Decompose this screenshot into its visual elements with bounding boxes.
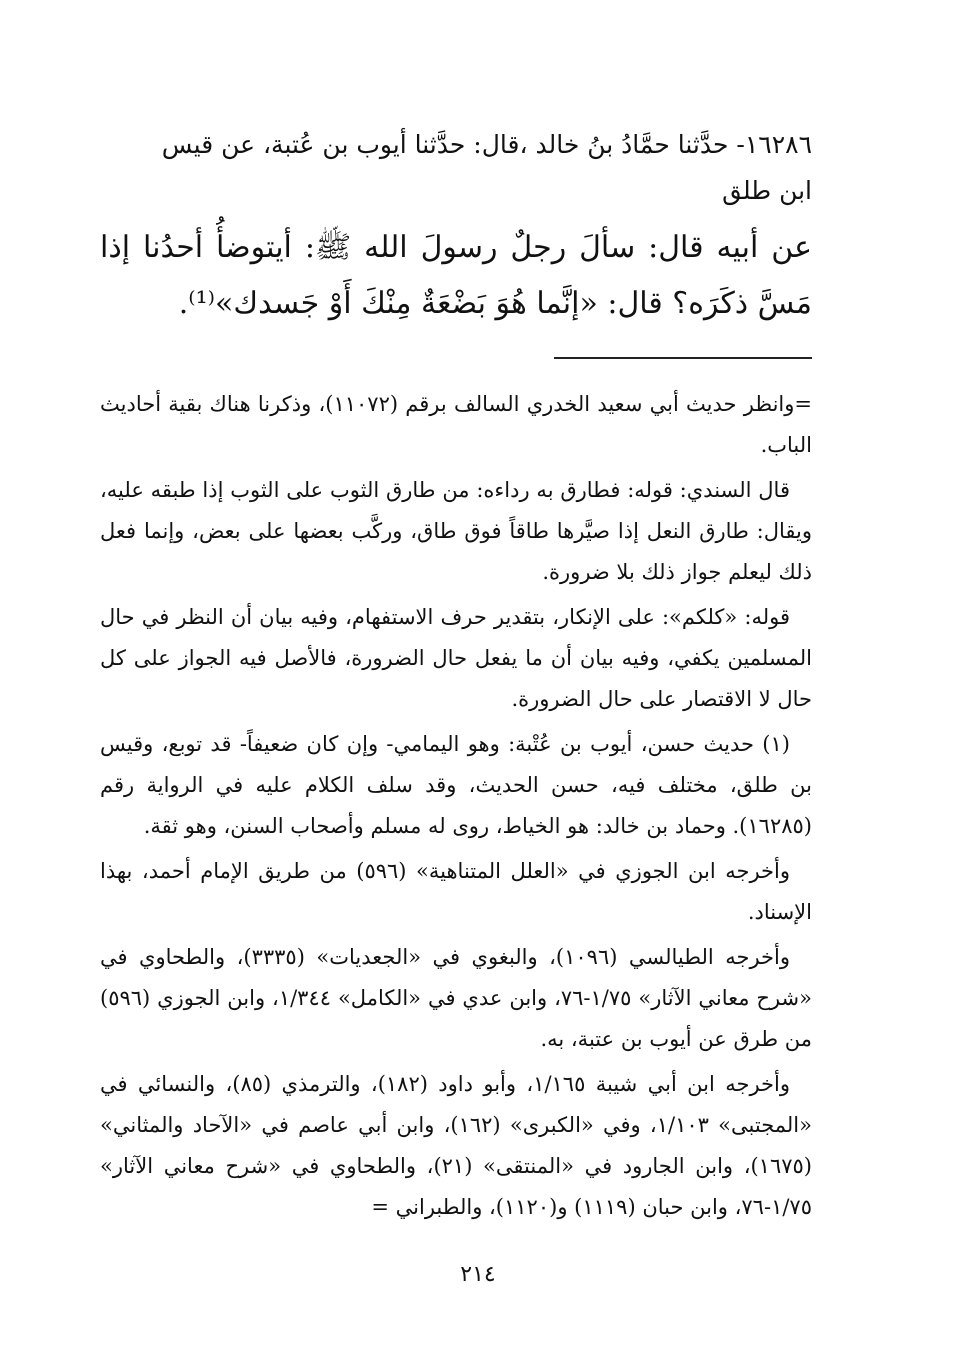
hadith-isnad-line: ١٦٢٨٦- حدَّثنا حمَّادُ بنُ خالد ،قال: حدَّثنا أيوب بن عُتبة، عن قيس <box>161 130 812 159</box>
hadith-matn: عن أبيه قال: سألَ رجلٌ رسولَ الله ﷺ: أيتوضأُ أحدُنا إذا مَسَّ ذكَرَه؟ قال: «إنَّما هُوَ بَضْعَةٌ مِنْكَ أَوْ جَسدك»⁽¹⁾. <box>100 230 812 321</box>
footnote-separator <box>554 357 812 359</box>
footnote-paragraph: وأخرجه ابن أبي شيبة ١/١٦٥، وأبو داود (١٨٢)، والترمذي (٨٥)، والنسائي في «المجتبى» ١/١٠٣، وفي «الكبرى» (١٦٢)، وابن أبي عاصم في «الآحاد والمثاني» (١٦٧٥)، وابن الجارود في «المنتقى» (٢١)، والطحاوي في «شرح معاني الآثار» ١/٧٥-٧٦، وابن حبان (١١١٩) و(١١٢٠)، والطبراني = <box>100 1072 812 1219</box>
footnotes <box>100 384 812 1232</box>
footnote-paragraph: =وانظر حديث أبي سعيد الخدري السالف برقم (١١٠٧٢)، وذكرنا هناك بقية أحاديث الباب. <box>100 392 812 457</box>
footnote-paragraph: وأخرجه الطيالسي (١٠٩٦)، والبغوي في «الجعديات» (٣٣٣٥)، والطحاوي في «شرح معاني الآثار» ١/٧٥-٧٦، وابن عدي في «الكامل» ١/٣٤٤، وابن الجوزي (٥٩٦) من طرق عن أيوب بن عتبة، به. <box>100 945 812 1051</box>
hadith-isnad-continuation: ابن طلق <box>722 176 812 205</box>
page-number: ٢١٤ <box>460 1262 496 1287</box>
footnote-paragraph: قال السندي: قوله: فطارق به رداءه: من طارق الثوب على الثوب إذا طبقه عليه، ويقال: طارق النعل إذا صيَّرها طاقاً فوق طاق، وركَّب بعضها على بعض، وإنما فعل ذلك ليعلم جواز ذلك بلا ضرورة. <box>100 478 812 584</box>
hadith-isnad <box>100 122 812 214</box>
footnote-paragraph: (١) حديث حسن، أيوب بن عُتْبة: وهو اليمامي- وإن كان ضعيفاً- قد توبع، وقيس بن طلق، مختلف فيه، حسن الحديث، وقد سلف الكلام عليه في الرواية رقم (١٦٢٨٥). وحماد بن خالد: هو الخياط، روى له مسلم وأصحاب السنن، وهو ثقة. <box>100 732 812 838</box>
footnote-paragraph: وأخرجه ابن الجوزي في «العلل المتناهية» (٥٩٦) من طريق الإمام أحمد، بهذا الإسناد. <box>100 859 812 924</box>
main-text <box>100 122 812 1219</box>
footnote-paragraph: قوله: «كلكم»: على الإنكار، بتقدير حرف الاستفهام، وفيه بيان أن النظر في حال المسلمين يكفي، وفيه بيان أن ما يفعل حال الضرورة، فالأصل فيه الجواز على كل حال لا الاقتصار على حال الضرورة. <box>100 605 812 711</box>
